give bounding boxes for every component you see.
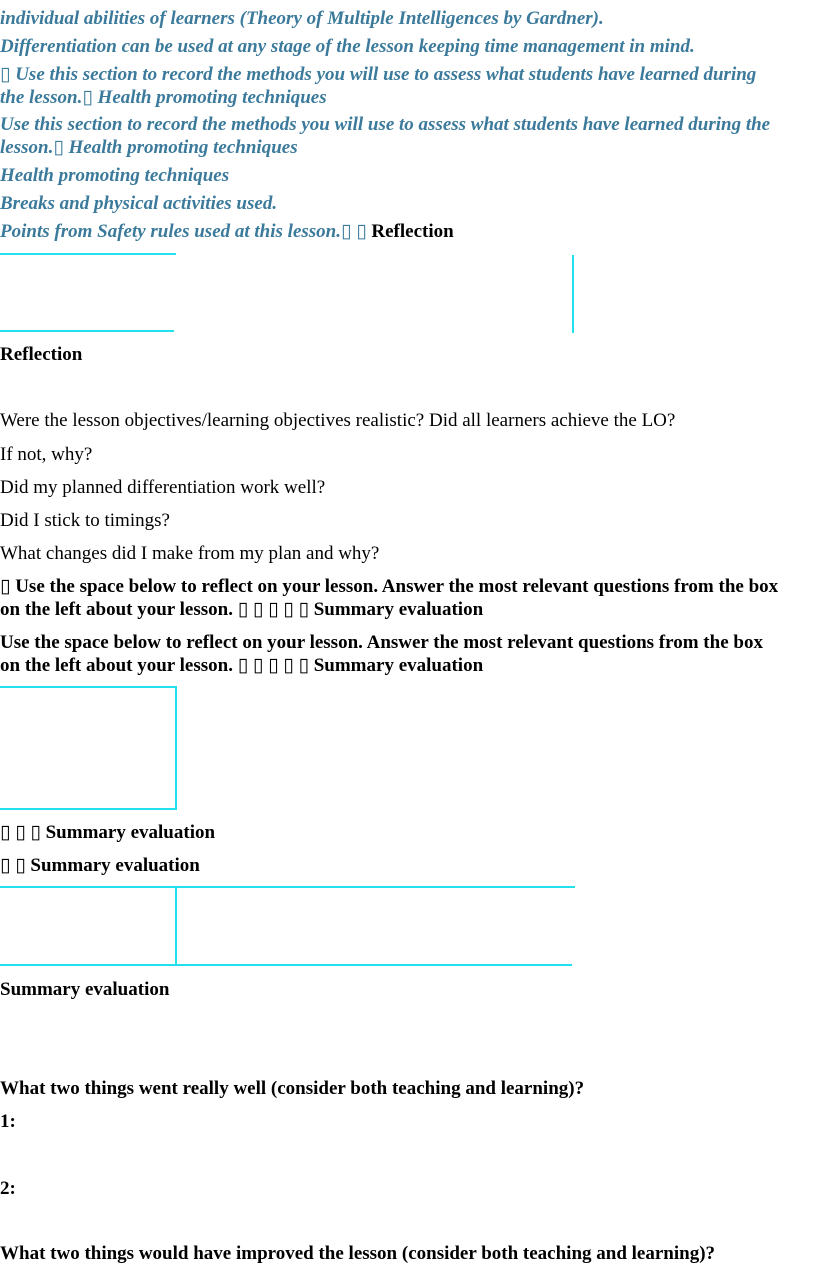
reflection-question: Were the lesson objectives/learning objectives realistic? Did all learners achieve the LO? — [0, 410, 676, 431]
text-line: lesson.▯ Health promoting techniques — [0, 137, 298, 158]
box-border — [0, 886, 575, 888]
reflection-question: If not, why? — [0, 444, 93, 465]
summary-question: What two things would have improved the lesson (consider both teaching and learning)? — [0, 1243, 716, 1264]
text-line: Breaks and physical activities used. — [0, 193, 278, 214]
reflection-heading: Reflection — [0, 344, 83, 365]
reflection-inline-label: Reflection — [366, 221, 454, 242]
text-line: Use this section to record the methods you will use to assess what students have learned during the — [0, 114, 771, 135]
summary-fragment-line: ▯ ▯ Summary evaluation — [0, 855, 200, 876]
text-line: Differentiation can be used at any stage of the lesson keeping time management in mind. — [0, 36, 695, 57]
box-border — [0, 330, 174, 332]
box-border — [0, 964, 572, 966]
summary-question: What two things went really well (consider both teaching and learning)? — [0, 1078, 585, 1099]
reflection-question: What changes did I make from my plan and why? — [0, 543, 380, 564]
reflection-question: Did I stick to timings? — [0, 510, 170, 531]
instruction-line: Use the space below to reflect on your lesson. Answer the most relevant questions from the box — [0, 632, 763, 653]
safety-rules-text: Points from Safety rules used at this lesson.▯ ▯ — [0, 221, 367, 242]
summary-heading: Summary evaluation — [0, 979, 170, 1000]
text-line: the lesson.▯ Health promoting techniques — [0, 87, 327, 108]
answer-label: 1: — [0, 1111, 16, 1132]
summary-fragment-line: ▯ ▯ ▯ Summary evaluation — [0, 822, 216, 843]
box-border — [0, 253, 176, 255]
text-line — [0, 220, 454, 244]
answer-label: 2: — [0, 1178, 16, 1199]
text-line: individual abilities of learners (Theory of Multiple Intelligences by Gardner). — [0, 8, 604, 29]
box-border — [0, 808, 177, 810]
box-border — [572, 255, 574, 333]
box-border — [175, 686, 177, 810]
text-line: ▯ Use this section to record the methods you will use to assess what students have learned during — [0, 64, 757, 85]
box-border — [175, 886, 177, 966]
instruction-line: on the left about your lesson. ▯ ▯ ▯ ▯ ▯ Summary evaluation — [0, 599, 484, 620]
reflection-question: Did my planned differentiation work well? — [0, 477, 326, 498]
instruction-line: on the left about your lesson. ▯ ▯ ▯ ▯ ▯ Summary evaluation — [0, 655, 484, 676]
instruction-line: ▯ Use the space below to reflect on your lesson. Answer the most relevant questions from the box — [0, 576, 779, 597]
text-line: Health promoting techniques — [0, 165, 230, 186]
box-border — [0, 686, 177, 688]
